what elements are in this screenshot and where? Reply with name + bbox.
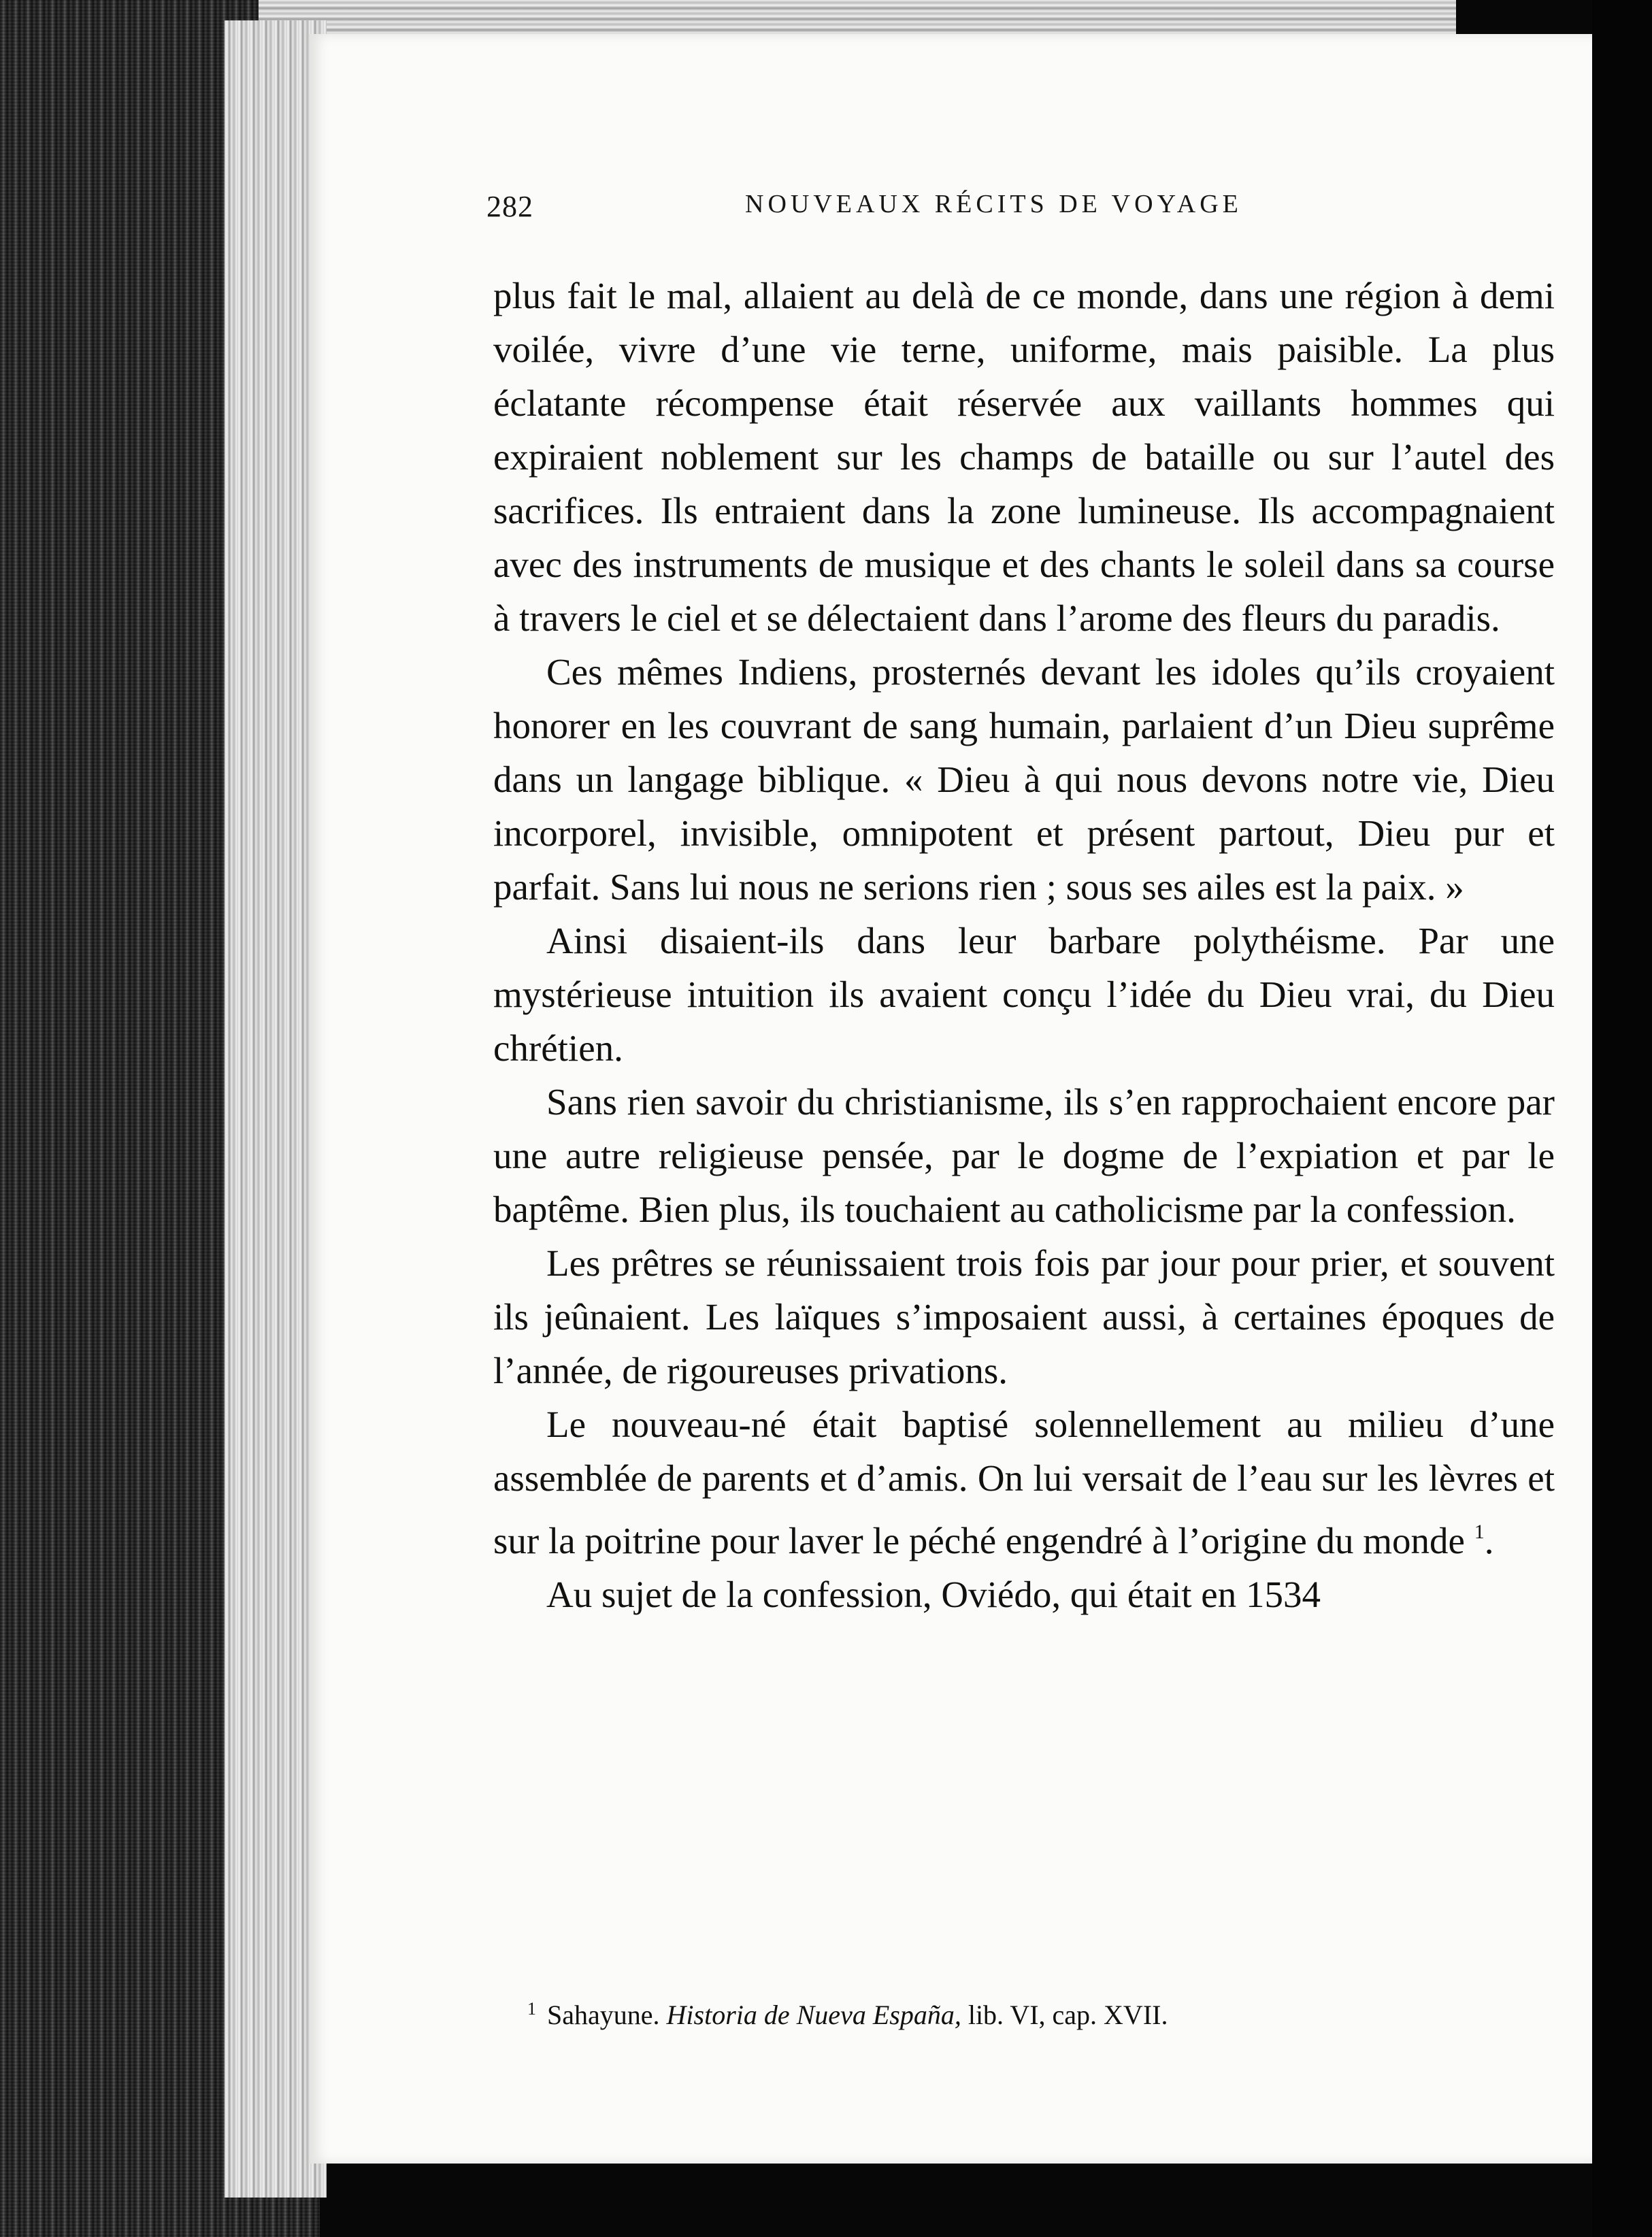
footnote (527, 1999, 1589, 2031)
running-title: NOUVEAUX RÉCITS DE VOYAGE (745, 190, 1242, 218)
paragraph: Sans rien savoir du christianisme, ils s’en rapprochaient encore par une autre religieuse pensée, par le dogme de l’expiation et par le baptême. Bien plus, ils touchaient au catholicisme par la confession. (493, 1081, 1555, 1230)
running-head (486, 189, 1548, 244)
footnote-work: Historia de Nueva España, (666, 2000, 961, 2030)
page-number: 282 (486, 190, 533, 223)
footnote-mark: 1 (527, 1999, 536, 2019)
body-text (493, 269, 1555, 1621)
footnote-author: Sahayune. (547, 2000, 660, 2030)
right-gutter (1592, 0, 1652, 2237)
footnote-citation: lib. VI, cap. XVII. (968, 2000, 1168, 2030)
book-page (310, 34, 1592, 2164)
footnote-reference[interactable]: 1 (1474, 1521, 1485, 1543)
paragraph: Ainsi disaient-ils dans leur barbare polythéisme. Par une mystérieuse intuition ils avaient conçu l’idée du Dieu vrai, du Dieu chrétien. (493, 920, 1555, 1069)
paragraph: Les prêtres se réunissaient trois fois par jour pour prier, et souvent ils jeûnaient. Les laïques s’imposaient aussi, à certaines époques de l’année, de rigoureuses privations. (493, 1242, 1555, 1391)
paragraph-with-note: Le nouveau-né était baptisé solennellement au milieu d’une assemblée de parents et d’amis. On lui versait de l’eau sur les lèvres et sur la poitrine pour laver le péché engendré à l’origine du monde $^1$. (493, 1404, 1555, 1561)
paragraph: Au sujet de la confession, Oviédo, qui était en 1534 (546, 1574, 1321, 1615)
paragraph: Ces mêmes Indiens, prosternés devant les idoles qu’ils croyaient honorer en les couvrant de sang humain, parlaient d’un Dieu suprême dans un langage biblique. « Dieu à qui nous devons notre vie, Dieu incorporel, invisible, omnipotent et présent partout, Dieu pur et parfait. Sans lui nous ne serions rien ; sous ses ailes est la paix. » (493, 651, 1555, 908)
paragraph: plus fait le mal, allaient au delà de ce monde, dans une région à demi voilée, vivre d’une vie terne, uniforme, mais paisible. La plus éclatante récompense était réservée aux vaillants hommes qui expiraient noblement sur les champs de bataille ou sur l’autel des sacrifices. Ils entraient dans la zone lumineuse. Ils accompagnaient avec des instruments de musique et des chants le soleil dans sa course à travers le ciel et se délectaient dans l’arome des fleurs du paradis. (493, 275, 1555, 639)
paragraph-text: Le nouveau-né était baptisé solennellement au milieu d’une assemblée de parents et d’amis. On lui versait de l’eau sur les lèvres et sur la poitrine pour laver le péché engendré à l’origine du monde (493, 1404, 1555, 1561)
